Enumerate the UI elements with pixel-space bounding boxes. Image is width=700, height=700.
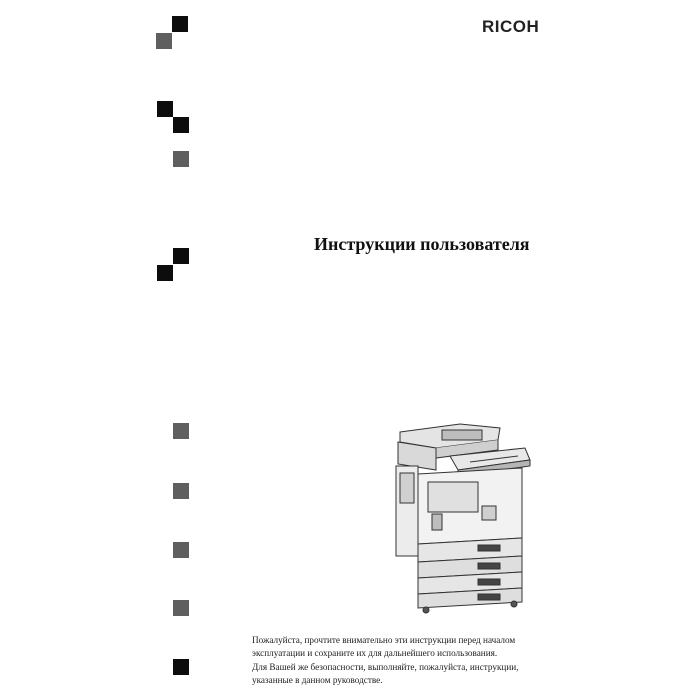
decor-square-4 — [173, 117, 189, 133]
decor-square-6 — [173, 248, 189, 264]
decor-square-7 — [157, 265, 173, 281]
decor-square-8 — [173, 423, 189, 439]
decor-square-1 — [172, 16, 188, 32]
copier-illustration-icon — [390, 418, 540, 614]
decor-square-2 — [156, 33, 172, 49]
notice-line: указанные в данном руководстве. — [252, 674, 383, 685]
safety-notice — [252, 634, 562, 687]
page-title: Инструкции пользователя — [314, 234, 530, 254]
notice-line: эксплуатации и сохраните их для дальнейшего использования. — [252, 648, 498, 659]
decor-square-9 — [173, 483, 189, 499]
notice-line: Для Вашей же безопасности, выполняйте, пожалуйста, инструкции, — [252, 661, 519, 672]
decor-square-5 — [173, 151, 189, 167]
decor-square-12 — [173, 659, 189, 675]
notice-line: Пожалуйста, прочтите внимательно эти инструкции перед началом — [252, 635, 516, 645]
brand-logo: RICOH — [482, 17, 540, 36]
decor-square-3 — [157, 101, 173, 117]
decor-square-11 — [173, 600, 189, 616]
decor-square-10 — [173, 542, 189, 558]
